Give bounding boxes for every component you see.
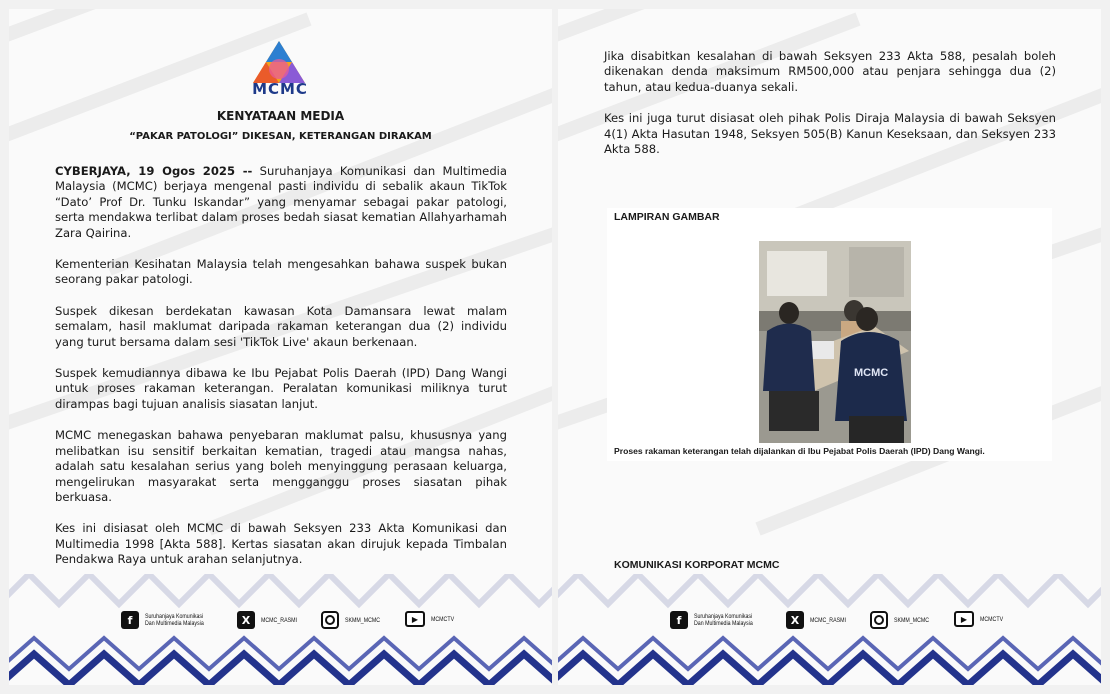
photo-caption: Proses rakaman keterangan telah dijalankan di Ibu Pejabat Polis Daerah (IPD) Dang Wangi. — [614, 446, 985, 456]
instagram-handle: SKMM_MCMC — [345, 616, 381, 624]
paragraph-1 — [55, 164, 507, 241]
facebook-link[interactable] — [121, 611, 214, 629]
instagram-icon — [870, 611, 888, 629]
mcmc-logo-text: MCMC — [252, 80, 308, 98]
jacket-text: MCMC — [854, 367, 889, 379]
youtube-icon: ▶ — [954, 611, 974, 627]
attachment-panel — [607, 208, 1052, 461]
mcmc-logo-icon — [249, 39, 309, 85]
x-link[interactable] — [237, 611, 303, 629]
facebook-label: Suruhanjaya Komunikasi Dan Multimedia Malaysia — [145, 613, 204, 627]
evidence-photo — [759, 241, 911, 443]
paragraph-4: Suspek kemudiannya dibawa ke Ibu Pejabat Polis Daerah (IPD) Dang Wangi untuk proses rakaman keterangan. Peralatan komunikasi miliknya turut dirampas bagi tujuan analisis siasatan lanjut. — [55, 366, 507, 411]
x-link[interactable] — [786, 611, 852, 629]
facebook-link[interactable] — [670, 611, 763, 629]
signoff: KOMUNIKASI KORPORAT MCMC — [614, 559, 780, 571]
paragraph-6: Kes ini disiasat oleh MCMC di bawah Seksyen 233 Akta Komunikasi dan Multimedia 1998 [Akta 588]. Kertas siasatan akan dirujuk kepada Timbalan Pendakwa Raya untuk arahan selanjutnya. — [55, 521, 507, 567]
youtube-handle: MCMCTV — [431, 615, 455, 623]
x-icon: X — [786, 611, 804, 629]
instagram-link[interactable] — [321, 611, 386, 629]
youtube-link[interactable] — [954, 611, 1007, 627]
x-handle: MCMC_RASMI — [810, 616, 846, 624]
press-release-body — [604, 49, 1056, 173]
attachment-title: LAMPIRAN GAMBAR — [614, 211, 720, 223]
paragraph-5: MCMC menegaskan bahawa penyebaran maklumat palsu, khususnya yang melibatkan isu sensitif berkaitan kematian, tragedi atau mangsa nahas, adalah satu kesalahan serius yang boleh menyinggung perasaan keluarga, mengelirukan masyarakat serta mengganggu proses siasatan pihak berkuasa. — [55, 428, 507, 504]
instagram-link[interactable] — [870, 611, 935, 629]
instagram-icon — [321, 611, 339, 629]
paragraph-2: Kementerian Kesihatan Malaysia telah mengesahkan bahawa suspek bukan seorang pakar patologi. — [55, 257, 507, 287]
footer-pattern — [558, 574, 1101, 685]
paragraph-7: Jika disabitkan kesalahan di bawah Seksyen 233 Akta 588, pesalah boleh dikenakan denda maksimum RM500,000 atau penjara sehingga dua (2) tahun, atau kedua-duanya sekali. — [604, 49, 1056, 94]
x-icon: X — [237, 611, 255, 629]
paragraph-3: Suspek dikesan berdekatan kawasan Kota Damansara lewat malam semalam, hasil maklumat daripada rakaman keterangan dua (2) individu yang turut bersama dalam sesi 'TikTok Live' akaun berkenaan. — [55, 303, 507, 349]
footer-pattern — [9, 574, 552, 685]
youtube-link[interactable] — [405, 611, 458, 627]
youtube-icon: ▶ — [405, 611, 425, 627]
dateline: CYBERJAYA, 19 Ogos 2025 -- — [55, 164, 253, 178]
page-title: KENYATAAN MEDIA — [216, 109, 345, 123]
x-handle: MCMC_RASMI — [261, 616, 297, 624]
page-subtitle: “PAKAR PATOLOGI” DIKESAN, KETERANGAN DIRAKAM — [129, 131, 432, 142]
press-release-body — [55, 164, 507, 584]
press-release-page-2 — [558, 9, 1101, 685]
facebook-icon: f — [670, 611, 688, 629]
instagram-handle: SKMM_MCMC — [894, 616, 930, 624]
paragraph-8: Kes ini juga turut disiasat oleh pihak Polis Diraja Malaysia di bawah Seksyen 4(1) Akta Hasutan 1948, Seksyen 505(B) Kanun Keseksaan, dan Seksyen 233 Akta 588. — [604, 111, 1056, 157]
press-release-page-1 — [9, 9, 552, 685]
youtube-handle: MCMCTV — [980, 615, 1004, 623]
facebook-label: Suruhanjaya Komunikasi Dan Multimedia Malaysia — [694, 613, 753, 627]
paragraph-1-text: Suruhanjaya Komunikasi dan Multimedia Malaysia (MCMC) berjaya mengenal pasti individu di sebalik akaun TikTok “Dato’ Prof Dr. Tunku Iskandar” yang menyamar sebagai pakar patologi, serta mendakwa terlibat dalam proses bedah siasat kematian Allahyarhamah Zara Qairina. — [55, 164, 507, 240]
facebook-icon: f — [121, 611, 139, 629]
